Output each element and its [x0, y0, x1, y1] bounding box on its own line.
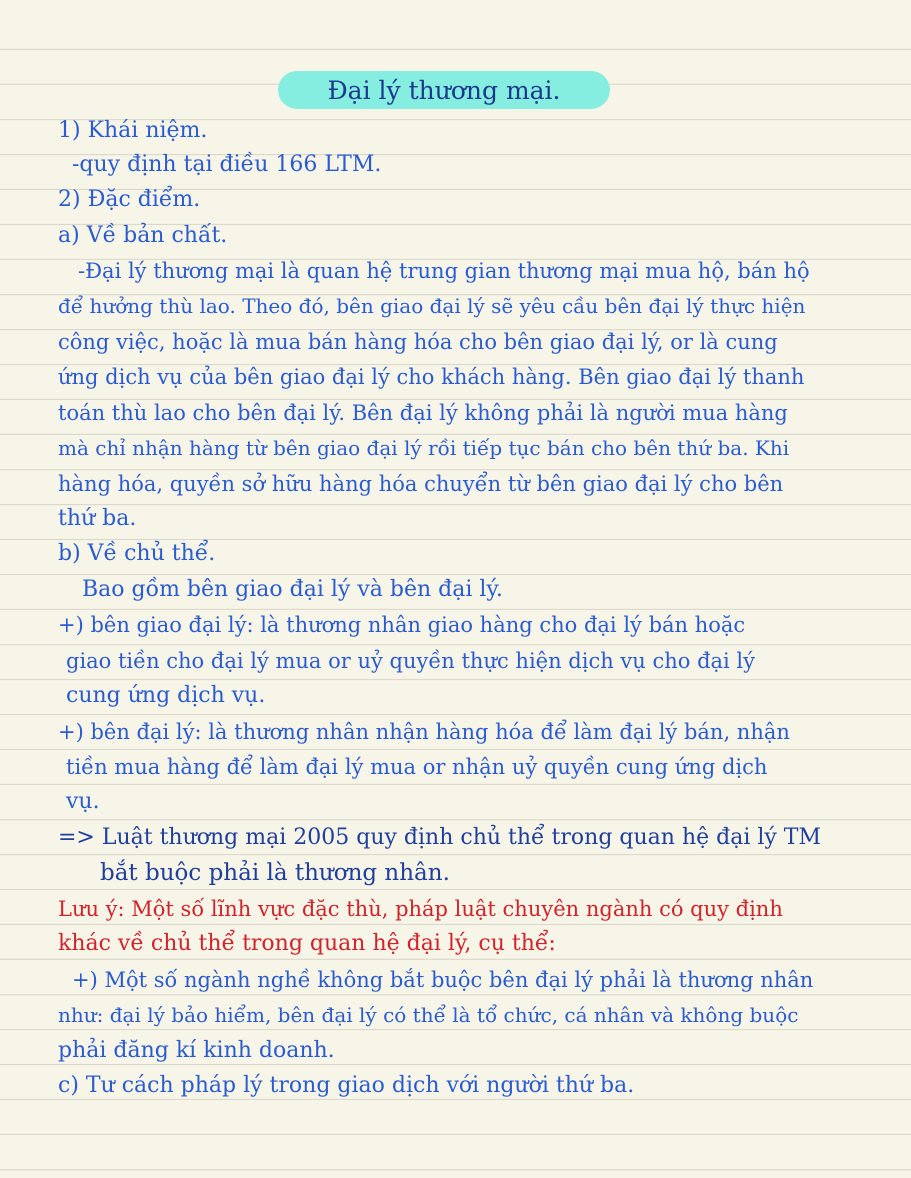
- text-line: công việc, hoặc là mua bán hàng hóa cho bên giao đại lý, or là cung: [58, 330, 778, 354]
- text-line: thứ ba.: [58, 506, 137, 531]
- text-line: tiền mua hàng để làm đại lý mua or nhận uỷ quyền cung ứng dịch: [66, 755, 768, 779]
- heading-nature: a) Về bản chất.: [58, 223, 228, 248]
- text-line: cung ứng dịch vụ.: [66, 683, 266, 708]
- text-line: +) Một số ngành nghề không bắt buộc bên đại lý phải là thương nhân: [72, 968, 814, 992]
- heading-concept: 1) Khái niệm.: [58, 118, 208, 143]
- text-line: -Đại lý thương mại là quan hệ trung gian thương mại mua hộ, bán hộ: [78, 259, 810, 283]
- heading-subjects: b) Về chủ thể.: [58, 541, 216, 566]
- text-line: để hưởng thù lao. Theo đó, bên giao đại lý sẽ yêu cầu bên đại lý thực hiện: [58, 294, 806, 318]
- text-line: giao tiền cho đại lý mua or uỷ quyền thực hiện dịch vụ cho đại lý: [66, 649, 756, 673]
- text-line: hàng hóa, quyền sở hữu hàng hóa chuyển từ bên giao đại lý cho bên: [58, 472, 784, 496]
- text-line: ứng dịch vụ của bên giao đại lý cho khách hàng. Bên giao đại lý thanh: [58, 365, 805, 389]
- text-line: Bao gồm bên giao đại lý và bên đại lý.: [82, 577, 503, 602]
- note-line: khác về chủ thể trong quan hệ đại lý, cụ thể:: [58, 931, 556, 956]
- conclusion-line: => Luật thương mại 2005 quy định chủ thể trong quan hệ đại lý TM: [58, 825, 822, 850]
- heading-legal-status: c) Tư cách pháp lý trong giao dịch với người thứ ba.: [58, 1073, 635, 1098]
- text-line: -quy định tại điều 166 LTM.: [72, 152, 382, 177]
- text-line: mà chỉ nhận hàng từ bên giao đại lý rồi tiếp tục bán cho bên thứ ba. Khi: [58, 436, 790, 460]
- heading-features: 2) Đặc điểm.: [58, 187, 201, 212]
- text-line: +) bên giao đại lý: là thương nhân giao hàng cho đại lý bán hoặc: [58, 613, 746, 637]
- text-line: vụ.: [66, 789, 100, 814]
- page-title: Đại lý thương mại.: [327, 76, 561, 105]
- text-line: phải đăng kí kinh doanh.: [58, 1038, 335, 1063]
- text-line: +) bên đại lý: là thương nhân nhận hàng hóa để làm đại lý bán, nhận: [58, 720, 790, 744]
- title-highlight: [278, 71, 610, 109]
- text-line: như: đại lý bảo hiểm, bên đại lý có thể là tổ chức, cá nhân và không buộc: [58, 1003, 799, 1027]
- conclusion-line: bắt buộc phải là thương nhân.: [100, 860, 450, 886]
- text-line: toán thù lao cho bên đại lý. Bên đại lý không phải là người mua hàng: [58, 401, 788, 425]
- note-line: Lưu ý: Một số lĩnh vực đặc thù, pháp luật chuyên ngành có quy định: [58, 897, 783, 921]
